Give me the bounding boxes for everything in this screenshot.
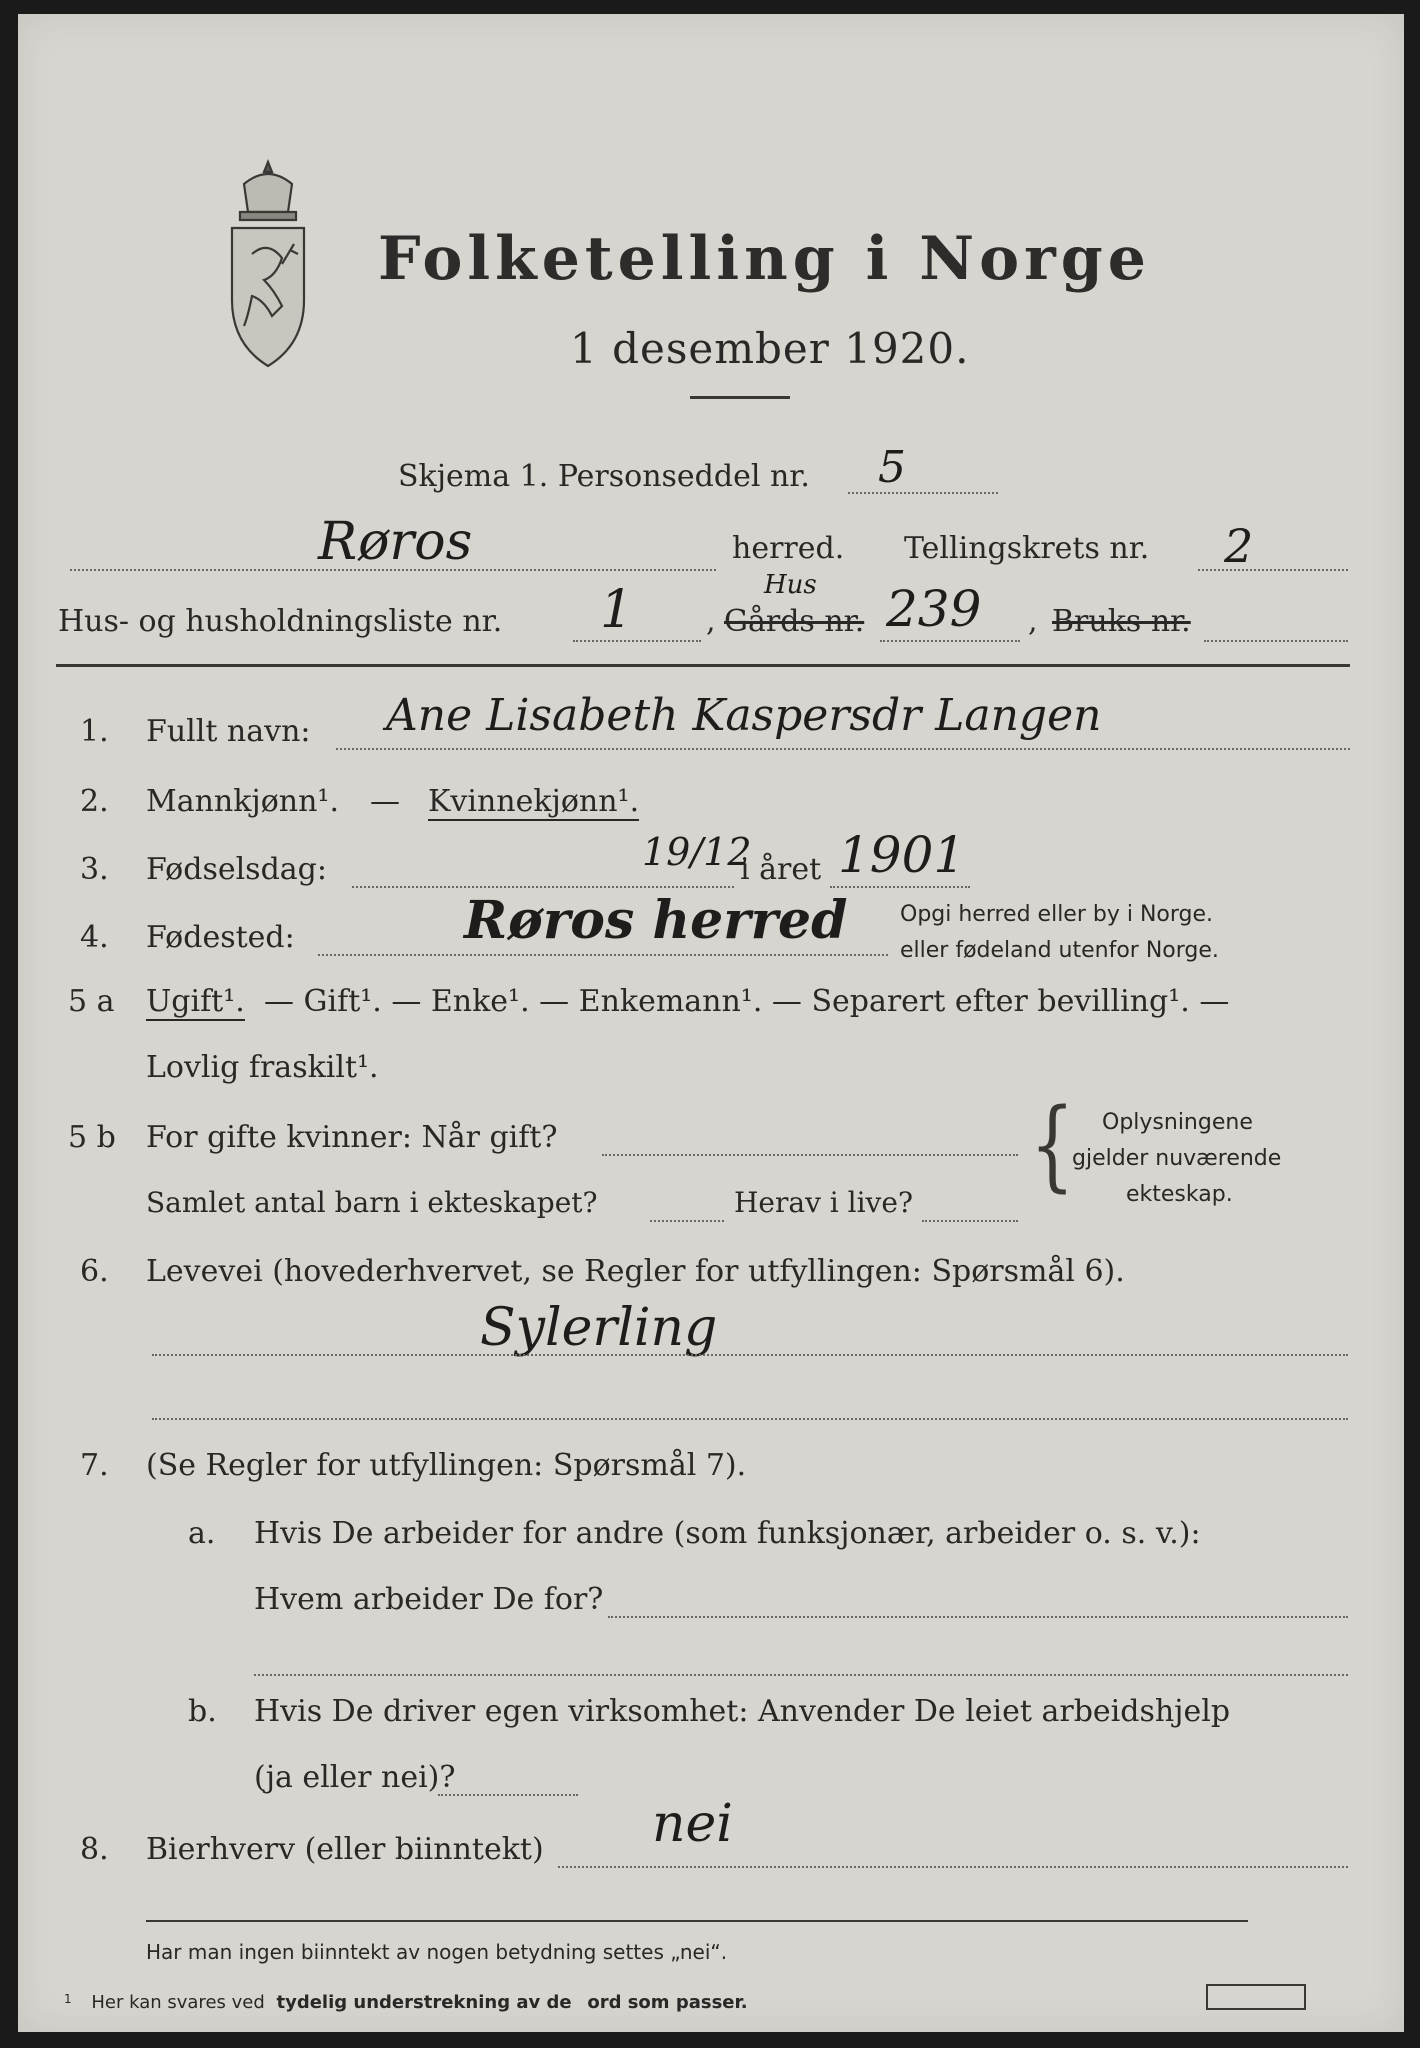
printer-stamp [1206, 1984, 1306, 2010]
q3-label: Fødselsdag: [146, 852, 327, 887]
q5a-line2: Lovlig fraskilt¹. [146, 1050, 379, 1085]
footnote-text-post: ord som passer. [587, 1992, 748, 2013]
footer-divider [146, 1920, 1248, 1922]
q2-number: 2. [80, 784, 109, 819]
comma-2: , [1028, 604, 1038, 639]
skjema-label: Skjema 1. Personseddel nr. [398, 459, 810, 494]
q1-number: 1. [80, 714, 109, 749]
q5a-options: — Gift¹. — Enke¹. — Enkemann¹. — Separert efter bevilling¹. — [264, 984, 1230, 1019]
q6-label: Levevei (hovederhvervet, se Regler for utfyllingen: Spørsmål 6). [146, 1254, 1125, 1289]
q6-field-line1[interactable] [152, 1354, 1348, 1356]
q7b-field[interactable] [438, 1794, 578, 1796]
q5b-label1: For gifte kvinner: Når gift? [146, 1120, 558, 1155]
gards-field[interactable] [880, 640, 1020, 642]
footnote [64, 1992, 748, 2013]
q5b-brace: { [1030, 1087, 1075, 1203]
q7-label: (Se Regler for utfyllingen: Spørsmål 7). [146, 1448, 747, 1483]
q7a-label2: Hvem arbeider De for? [254, 1582, 604, 1617]
q4-field[interactable] [318, 954, 888, 956]
q8-value: nei [652, 1794, 733, 1854]
q5b-children-field[interactable] [650, 1220, 724, 1222]
q7a-field-line1[interactable] [608, 1616, 1348, 1618]
q7-number: 7. [80, 1448, 109, 1483]
header-divider [56, 664, 1350, 667]
q8-field[interactable] [558, 1866, 1348, 1868]
coat-of-arms-icon [222, 154, 314, 374]
q6-value: Sylerling [480, 1298, 718, 1358]
q3-i-aret: i året [740, 852, 822, 887]
footnote-text-bold: tydelig understrekning av de [276, 1992, 572, 2013]
q7a-letter: a. [188, 1516, 216, 1551]
q4-note-line1: Opgi herred eller by i Norge. [900, 902, 1214, 927]
hus-field[interactable] [573, 640, 701, 642]
gards-value: 239 [886, 580, 982, 638]
q5b-note1: Oplysningene [1102, 1110, 1253, 1135]
q7b-label2: (ja eller nei)? [254, 1760, 456, 1795]
gards-label: Gårds nr. [724, 604, 865, 639]
q4-label: Fødested: [146, 920, 295, 955]
personseddel-field[interactable] [848, 492, 998, 494]
q5b-note3: ekteskap. [1126, 1182, 1233, 1207]
municipality-value: Røros [318, 512, 473, 572]
q3-year-value: 1901 [838, 826, 966, 884]
q5b-note2: gjelder nuværende [1072, 1146, 1282, 1171]
q5b-label2: Samlet antal barn i ekteskapet? [146, 1186, 598, 1219]
q2-female-selected[interactable]: Kvinnekjønn¹. [428, 784, 640, 819]
q3-day-field[interactable] [352, 886, 734, 888]
q5a-ugift-selected[interactable]: Ugift¹. [146, 984, 245, 1019]
q1-field[interactable] [336, 748, 1350, 750]
q2-male: Mannkjønn¹. [146, 784, 339, 819]
tellingskrets-value: 2 [1224, 519, 1254, 573]
q7b-letter: b. [188, 1694, 217, 1729]
q1-value: Ane Lisabeth Kaspersdr Langen [386, 690, 1102, 741]
q4-number: 4. [80, 920, 109, 955]
q7a-label: Hvis De arbeider for andre (som funksjonær, arbeider o. s. v.): [254, 1516, 1201, 1551]
q6-number: 6. [80, 1254, 109, 1289]
q5b-label3: Herav i live? [734, 1186, 913, 1219]
q7a-field-line2[interactable] [254, 1674, 1348, 1676]
footnote-mark: 1 [64, 1992, 72, 2006]
q5b-number: 5 b [68, 1120, 116, 1155]
q3-number: 3. [80, 852, 109, 887]
q8-number: 8. [80, 1832, 109, 1867]
municipality-field[interactable] [70, 569, 716, 571]
q1-label: Fullt navn: [146, 714, 311, 749]
tellingskrets-label: Tellingskrets nr. [904, 531, 1150, 566]
hus-value: 1 [600, 580, 634, 640]
herred-label: herred. [732, 531, 845, 566]
gards-hand-prefix: Hus [764, 570, 817, 600]
hus-label: Hus- og husholdningsliste nr. [58, 604, 503, 639]
q3-year-field[interactable] [830, 886, 970, 888]
q5b-alive-field[interactable] [922, 1220, 1018, 1222]
q7b-label: Hvis De driver egen virksomhet: Anvender De leiet arbeidshjelp [254, 1694, 1231, 1729]
q5a-number: 5 a [68, 984, 115, 1019]
q4-note-line2: eller fødeland utenfor Norge. [900, 938, 1219, 963]
q8-label: Bierhverv (eller biinntekt) [146, 1832, 544, 1867]
q5b-when-field[interactable] [602, 1154, 1018, 1156]
tellingskrets-field[interactable] [1198, 569, 1348, 571]
bruks-field[interactable] [1204, 640, 1348, 642]
census-form [18, 14, 1404, 2032]
title-underline [690, 396, 790, 399]
form-date: 1 desember 1920. [570, 324, 970, 373]
q3-day-value: 19/12 [642, 830, 752, 874]
q2-dash: — [370, 784, 400, 819]
q4-value: Røros herred [464, 890, 848, 951]
form-title: Folketelling i Norge [378, 224, 1151, 294]
personseddel-value: 5 [878, 442, 906, 493]
comma-1: , [706, 604, 716, 639]
bruks-label: Bruks nr. [1052, 604, 1191, 639]
q6-field-line2[interactable] [152, 1418, 1348, 1420]
footnote-text-pre: Her kan svares ved [91, 1992, 265, 2013]
footer-note: Har man ingen biinntekt av nogen betydning settes „nei“. [146, 1940, 728, 1964]
